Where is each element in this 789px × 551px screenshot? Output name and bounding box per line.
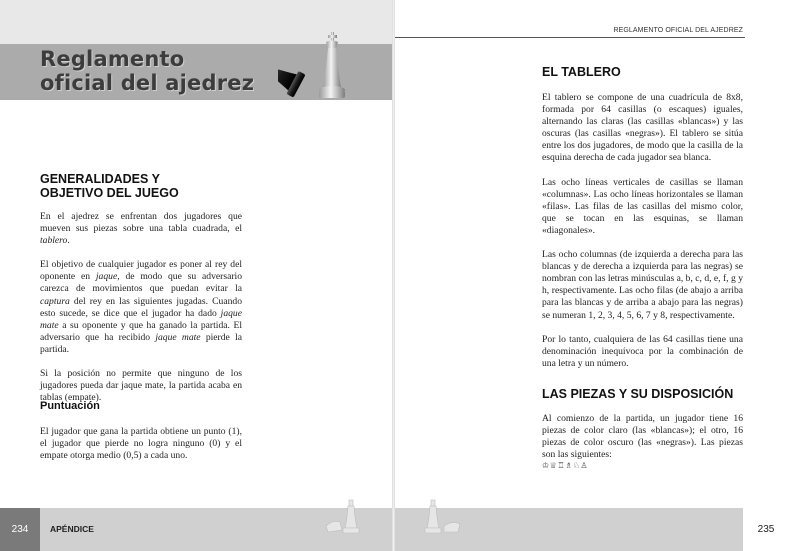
paragraph: Al comienzo de la partida, un jugador tiene 16 piezas de color claro (las «blancas»); el otro, 16 piezas de color oscuro (las «negras»). Las piezas son las siguientes: <box>542 413 743 461</box>
footer-label: APÉNDICE <box>50 524 94 534</box>
chess-pieces-illustration <box>278 30 354 105</box>
section-heading-piezas: LAS PIEZAS Y SU DISPOSICIÓN <box>542 387 734 401</box>
chess-piece-icons-row: ♔♕♖♗♘♙ <box>542 461 589 470</box>
paragraph: Las ocho líneas verticales de casillas se llaman «columnas». Las ocho líneas horizontales se llaman «filas». Las filas de las casillas del mismo color, que se tocan en las esquinas, se llaman «diagonales». <box>542 176 743 236</box>
puntuacion-text <box>40 426 242 474</box>
book-title-line2: oficial del ajedrez <box>40 71 255 95</box>
paragraph: Si la posición no permite que ninguno de los jugadores pueda dar jaque mate, la partida acaba en tablas (empate). <box>40 368 242 404</box>
left-page <box>0 0 392 551</box>
footer-chess-pieces-right-icon <box>424 496 464 536</box>
section-heading-tablero: EL TABLERO <box>542 65 621 79</box>
section-heading-puntuacion: Puntuación <box>40 400 100 412</box>
footer-chess-pieces-left-icon <box>322 496 362 536</box>
fallen-black-piece-icon <box>278 53 306 98</box>
paragraph: Las ocho columnas (de izquierda a derecha para las blancas y de derecha a izquierda para las negras) se nombran con las letras minúsculas a, b, c, d, e, f, g y h, respectivamente. Las ocho filas (de abajo a arriba para las blancas y de arriba a abajo para las negras) se numeran 1, 2, 3, 4, 5, 6, 7 y 8, respectivamente. <box>542 249 743 321</box>
page-number-right: 235 <box>743 508 789 551</box>
paragraph: Por lo tanto, cualquiera de las 64 casillas tiene una denominación inequívoca por la combinación de una letra y un número. <box>542 333 743 369</box>
paragraph: El tablero se compone de una cuadrícula de 8x8, formada por 64 casillas (o escaques) iguales, alternando las claras (las casillas «blancas») y las oscuras (las casillas «negras»). El tablero se sitúa entre los dos jugadores, de modo que la casilla de la esquina derecha de cada jugador sea blanca. <box>542 92 743 164</box>
running-head: REGLAMENTO OFICIAL DEL AJEDREZ <box>613 27 743 34</box>
generalidades-text <box>40 211 242 416</box>
book-title <box>40 47 254 95</box>
heading-line1: GENERALIDADES Y <box>40 172 160 186</box>
paragraph: El jugador que gana la partida obtiene un punto (1), el jugador que pierde no logra ninguno (0) y el empate otorga medio (0,5) a cada uno. <box>40 426 242 462</box>
paragraph: El objetivo de cualquier jugador es poner al rey del oponente en jaque, de modo que su adversario carezca de movimientos que puedan evitar la captura del rey en las siguientes jugadas. Cuando esto sucede, se dice que el jugador ha dado jaque mate a su oponente y que ha ganado la partida. El adversario que ha recibido jaque mate pierde la partida. <box>40 259 242 355</box>
book-title-line1: Reglamento <box>40 47 185 71</box>
header-rule <box>395 37 745 38</box>
tablero-text <box>542 92 743 382</box>
page-number-left: 234 <box>0 508 40 551</box>
white-king-icon <box>319 32 345 98</box>
paragraph: En el ajedrez se enfrentan dos jugadores que mueven sus piezas sobre una tabla cuadrada, el tablero. <box>40 211 242 247</box>
heading-line2: OBJETIVO DEL JUEGO <box>40 186 179 200</box>
right-page <box>395 0 789 551</box>
section-heading-generalidades <box>40 172 179 200</box>
